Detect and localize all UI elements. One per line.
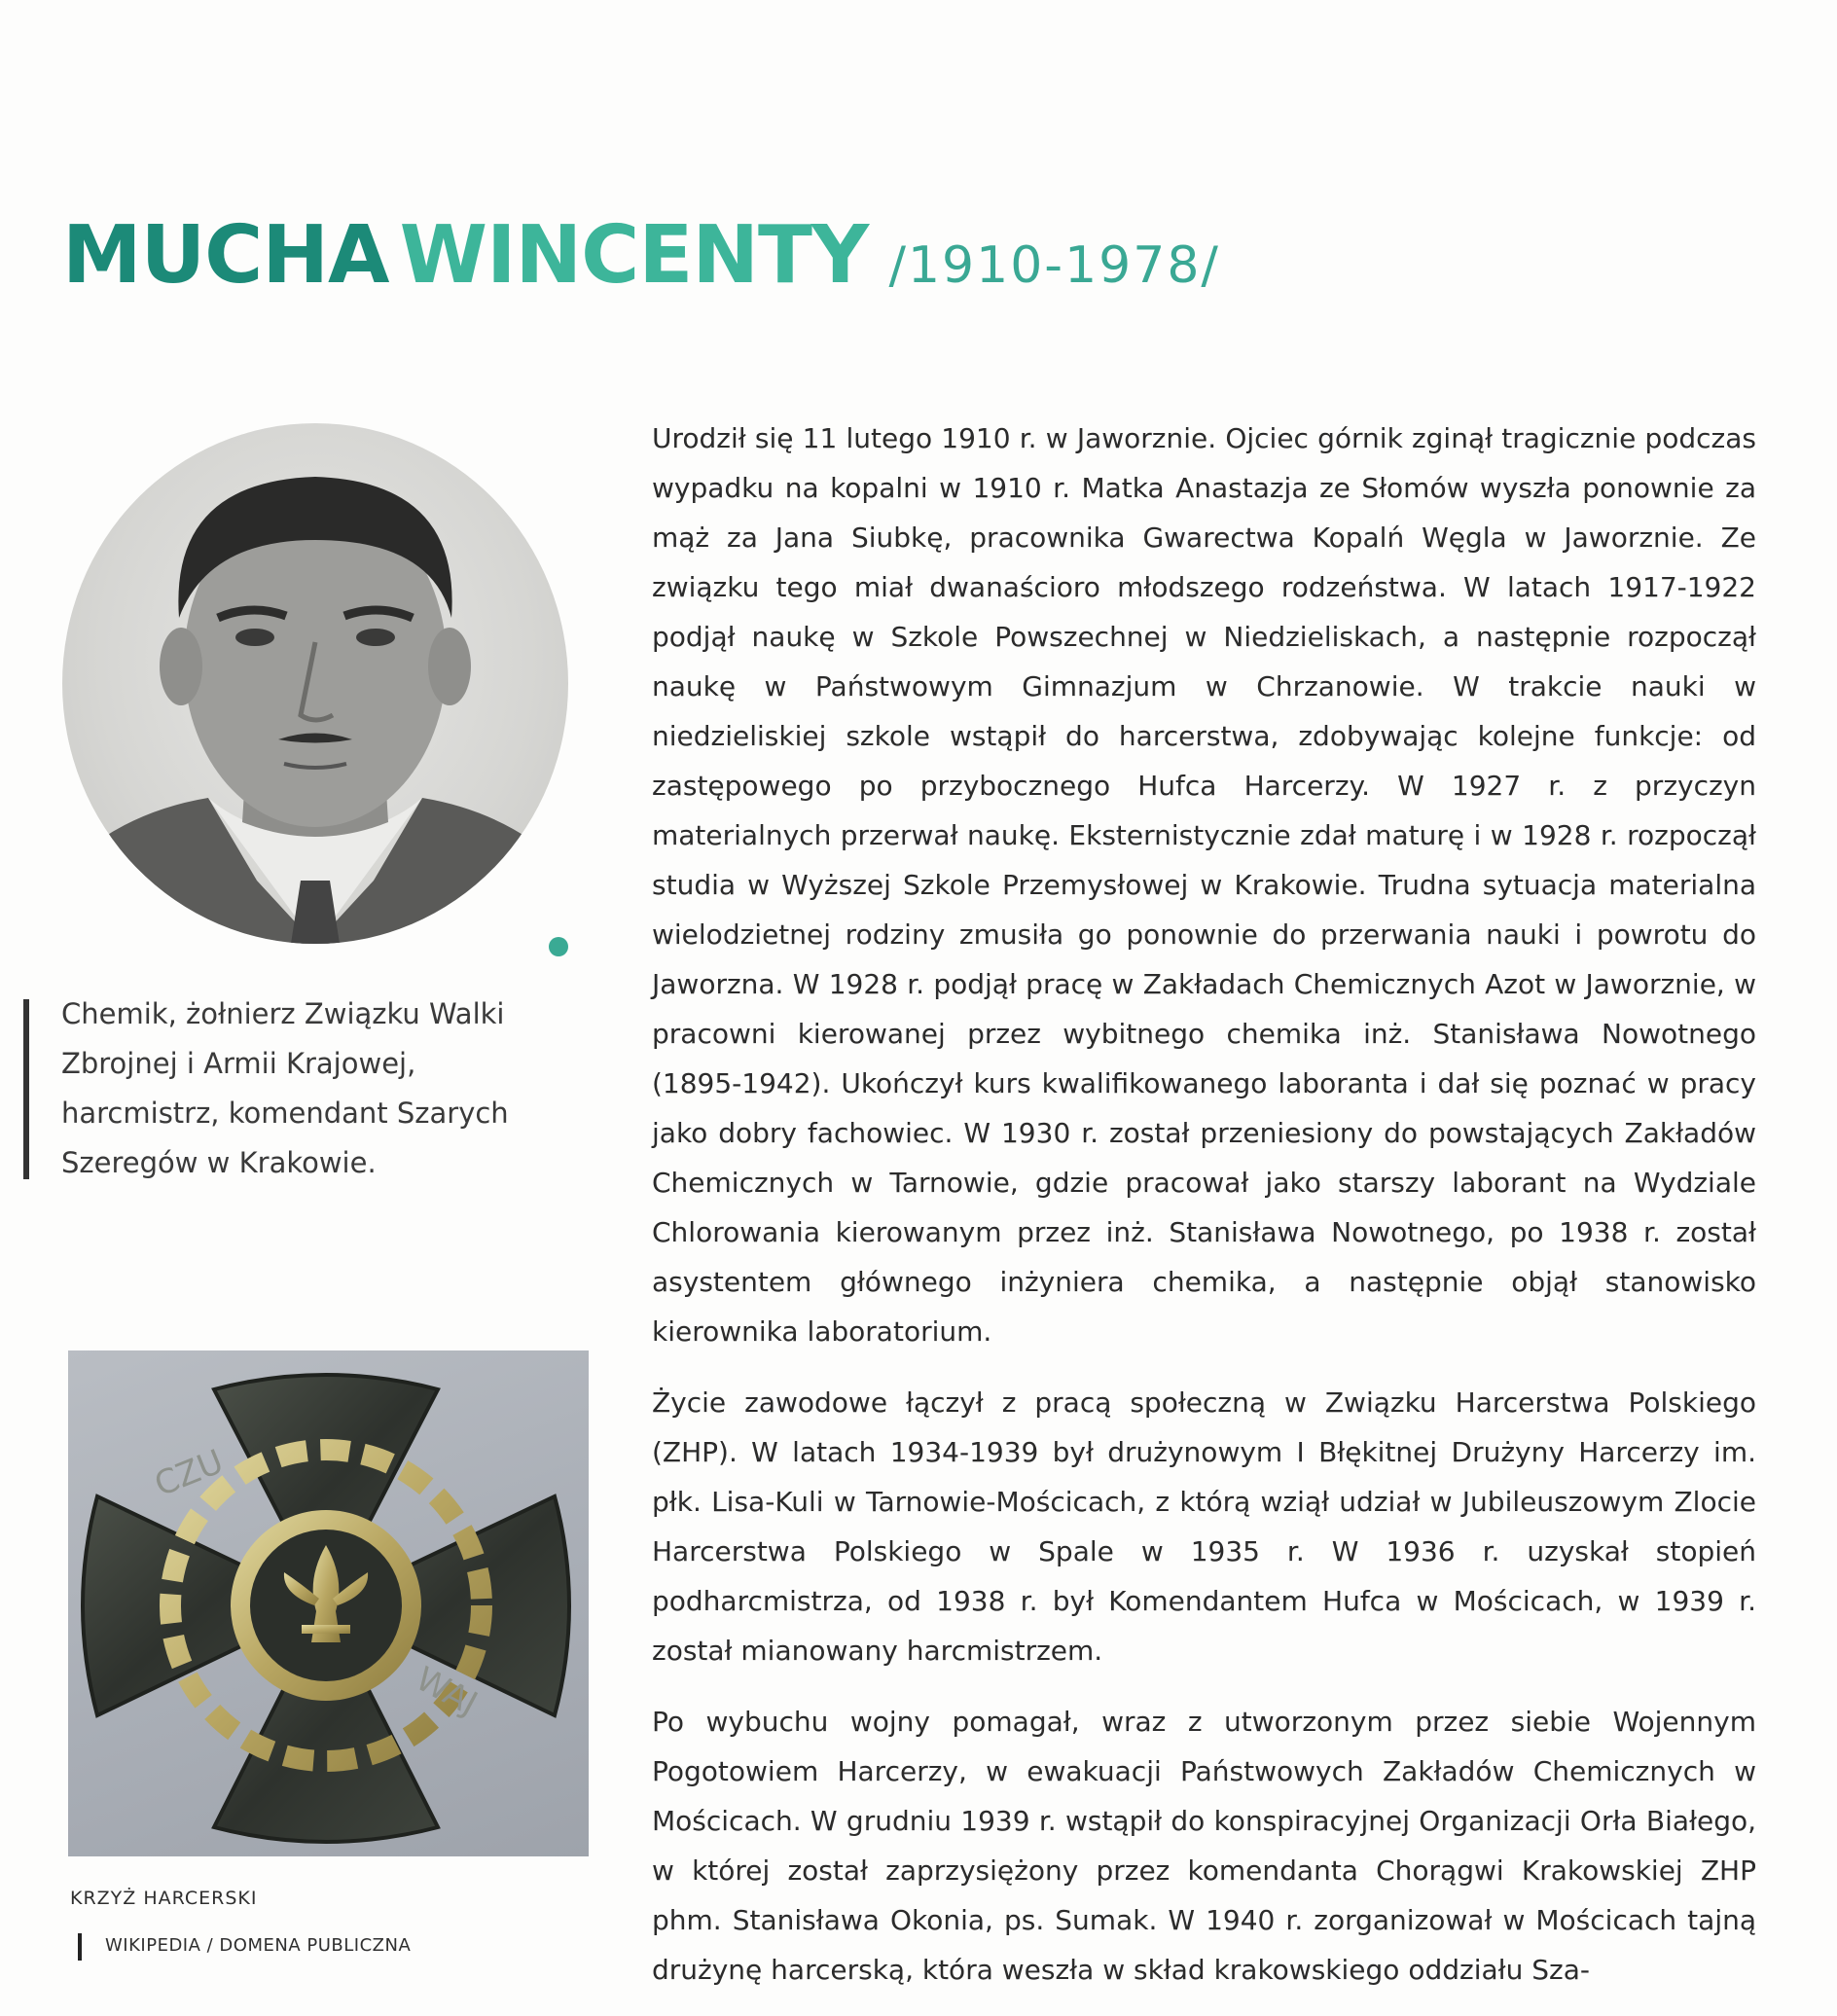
article-paragraph: Życie zawodowe łączył z pracą społeczną w Związku Harcerstwa Polskiego (ZHP). W latach 1934-1939 był drużynowym I Błękitnej Drużyny Harcerzy im. płk. Lisa-Kuli w Tarnowie-Mościcach, z którą wziął udział w Jubileuszowym Zlocie Harcerstwa Polskiego w Spale w 1935 r. W 1936 r. uzyskał stopień podharcmistrza, od 1938 r. był Komendantem Hufca w Mościcach, w 1939 r. został mianowany harcmistrzem. bbox=[652, 1386, 1756, 1667]
portrait-caption: Chemik, żołnierz Związku Walki Zbrojnej i Armii Krajowej, harcmistrz, komendant Szarych Szeregów w Krakowie. bbox=[61, 997, 509, 1179]
title-surname: MUCHA bbox=[62, 209, 389, 302]
badge-text-left: CZU bbox=[149, 1442, 230, 1505]
page-title bbox=[62, 209, 1220, 302]
portrait-photo bbox=[62, 423, 568, 944]
article-body bbox=[652, 414, 1756, 2016]
badge-photo bbox=[68, 1350, 589, 1856]
credit-bar bbox=[78, 1933, 82, 1961]
photo-credit: WIKIPEDIA / DOMENA PUBLICZNA bbox=[105, 1935, 412, 1956]
title-dates: /1910-1978/ bbox=[888, 236, 1220, 295]
caption-bar bbox=[23, 999, 29, 1179]
badge-text-right: WAJ bbox=[409, 1659, 484, 1724]
title-firstname: WINCENTY bbox=[399, 209, 869, 302]
badge-photo-label: KRZYŻ HARCERSKI bbox=[70, 1888, 258, 1909]
article-paragraph: Po wybuchu wojny pomagał, wraz z utworzonym przez siebie Wojennym Pogotowiem Harcerzy, w ewakuacji Państwowych Zakładów Chemicznych w Mościcach. W grudniu 1939 r. wstąpił do konspiracyjnej Organizacji Orła Białego, w której został zaprzysiężony przez komendanta Chorągwi Krakowskiej ZHP phm. Stanisława Okonia, ps. Sumak. W 1940 r. zorganizował w Mościcach tajną drużynę harcerską, która weszła w skład krakowskiego oddziału Sza- bbox=[652, 1706, 1756, 1986]
article-paragraph: Urodził się 11 lutego 1910 r. w Jaworznie. Ojciec górnik zginął tragicznie podczas wypadku na kopalni w 1910 r. Matka Anastazja ze Słomów wyszła ponownie za mąż za Jana Siubkę, pracownika Gwarectwa Kopalń Węgla w Jaworznie. Ze związku tego miał dwanaścioro młodszego rodzeństwa. W latach 1917-1922 podjął naukę w Szkole Powszechnej w Niedzieliskach, a następnie rozpoczął naukę w Państwowym Gimnazjum w Chrzanowie. W trakcie nauki w niedzieliskiej szkole wstąpił do harcerstwa, zdobywając kolejne funkcje: od zastępowego po przybocznego Hufca Harcerzy. W 1927 r. z przyczyn materialnych przerwał naukę. Eksternistycznie zdał maturę i w 1928 r. rozpoczął studia w Wyższej Szkole Przemysłowej w Krakowie. Trudna sytuacja materialna wielodzietnej rodziny zmusiła go ponownie do przerwania nauki i powrotu do Jaworzna. W 1928 r. podjął pracę w Zakładach Chemicznych Azot w Jaworznie, w pracowni kierowanej przez wybitnego chemika inż. Stanisława Nowotnego (1895-1942). Ukończył kurs kwalifikowanego laboranta i dał się poznać w pracy jako dobry fachowiec. W 1930 r. został przeniesiony do powstających Zakładów Chemicznych w Tarnowie, gdzie pracował jako starszy laborant na Wydziale Chlorowania kierowanym przez inż. Stanisława Nowotnego, po 1938 r. został asystentem głównego inżyniera chemika, a następnie objął stanowisko kierownika laboratorium. bbox=[652, 422, 1756, 1348]
accent-dot bbox=[549, 937, 568, 956]
